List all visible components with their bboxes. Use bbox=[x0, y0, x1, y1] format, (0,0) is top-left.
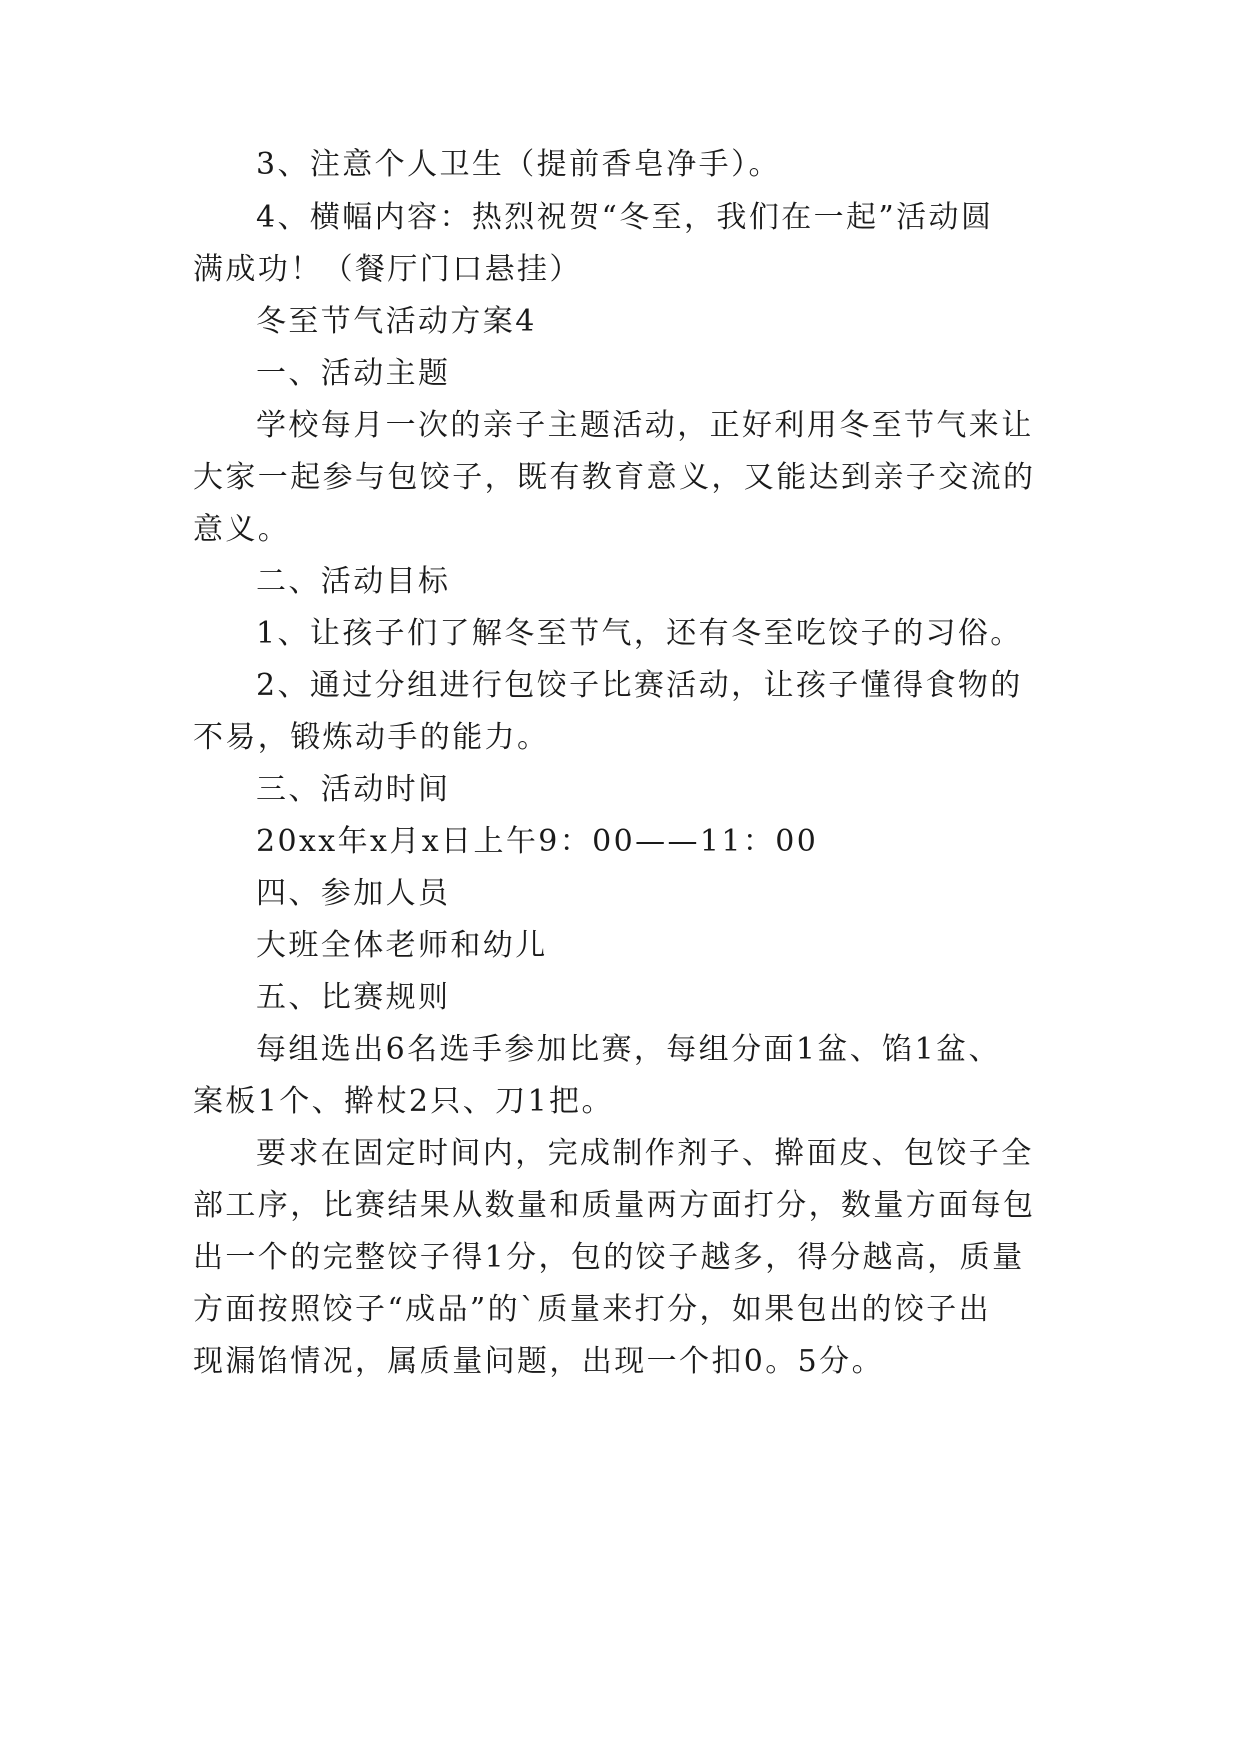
heading-time: 三、活动时间 bbox=[256, 772, 451, 807]
paragraph-theme-continued: 大家一起参与包饺子，既有教育意义，又能达到亲子交流的 bbox=[193, 460, 1036, 495]
heading-participants: 四、参加人员 bbox=[256, 876, 451, 911]
paragraph-requirements-line-2: 部工序，比赛结果从数量和质量两方面打分，数量方面每包 bbox=[193, 1188, 1036, 1223]
list-item-goal-1: 1、让孩子们了解冬至节气，还有冬至吃饺子的习俗。 bbox=[256, 616, 1023, 651]
heading-rules: 五、比赛规则 bbox=[256, 980, 451, 1015]
paragraph-requirements-line-5: 现漏馅情况，属质量问题，出现一个扣0。5分。 bbox=[193, 1344, 884, 1379]
paragraph-requirements: 要求在固定时间内，完成制作剂子、擀面皮、包饺子全 bbox=[256, 1136, 1034, 1171]
list-item-banner: 4、横幅内容：热烈祝贺“冬至，我们在一起”活动圆 bbox=[256, 200, 994, 235]
paragraph-rules: 每组选出6名选手参加比赛，每组分面1盆、馅1盆、 bbox=[256, 1032, 1001, 1067]
list-item-hygiene: 3、注意个人卫生（提前香皂净手）。 bbox=[256, 147, 781, 182]
paragraph-requirements-line-3: 出一个的完整饺子得1分，包的饺子越多，得分越高，质量 bbox=[193, 1240, 1025, 1275]
event-time: 20xx年x月x日上午9：00——11：00 bbox=[256, 824, 819, 859]
heading-goals: 二、活动目标 bbox=[256, 564, 451, 599]
list-item-goal-2: 2、通过分组进行包饺子比赛活动，让孩子懂得食物的 bbox=[256, 668, 1023, 703]
list-item-goal-2-continued: 不易，锻炼动手的能力。 bbox=[193, 720, 550, 755]
section-title: 冬至节气活动方案4 bbox=[256, 304, 537, 339]
heading-theme: 一、活动主题 bbox=[256, 356, 451, 391]
paragraph-rules-continued: 案板1个、擀杖2只、刀1把。 bbox=[193, 1084, 614, 1119]
participants: 大班全体老师和幼儿 bbox=[256, 928, 548, 963]
paragraph-theme: 学校每月一次的亲子主题活动，正好利用冬至节气来让 bbox=[256, 408, 1034, 443]
paragraph-theme-end: 意义。 bbox=[193, 512, 291, 547]
paragraph-requirements-line-4: 方面按照饺子“成品”的`质量来打分，如果包出的饺子出 bbox=[193, 1292, 992, 1327]
list-item-banner-continued: 满成功！（餐厅门口悬挂） bbox=[193, 252, 582, 287]
